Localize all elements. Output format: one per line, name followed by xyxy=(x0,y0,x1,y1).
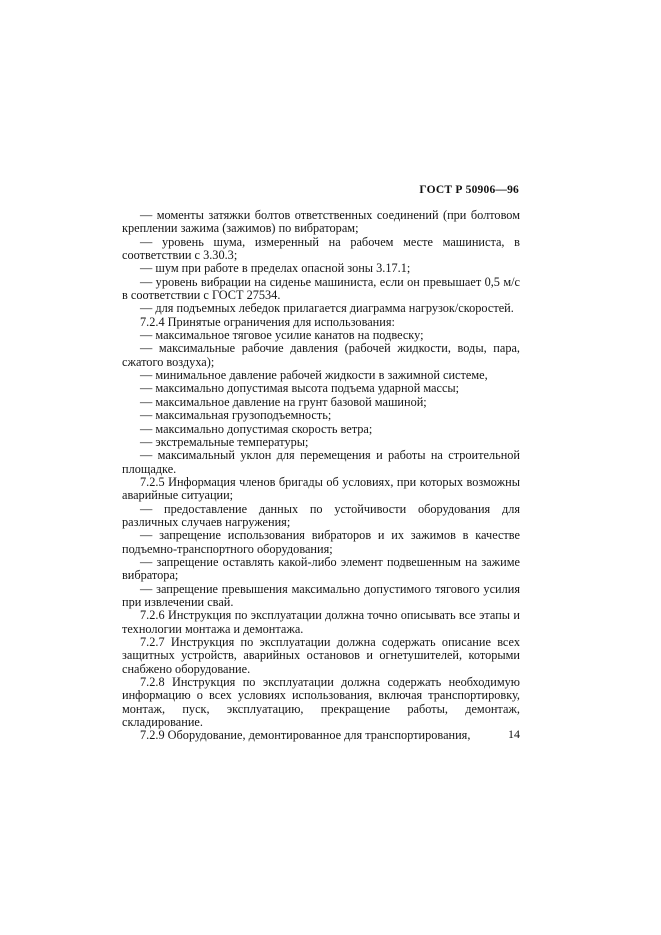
list-item: — предоставление данных по устойчивости оборудования для различных случаев нагружения; xyxy=(122,501,520,529)
list-item: — запрещение использования вибраторов и их зажимов в качестве подъемно-транспортного оборудования; xyxy=(122,528,520,556)
list-item: — минимальное давление рабочей жидкости в зажимной системе, xyxy=(140,368,488,383)
list-item: — запрещение оставлять какой-либо элемент подвешенным на зажиме вибратора; xyxy=(122,554,520,583)
list-item: — максимально допустимая высота подъема ударной массы; xyxy=(140,381,460,396)
list-item: — моменты затяжки болтов ответственных соединений (при болтовом креплении зажима (зажимов) по вибраторам; xyxy=(122,208,520,236)
section-7-2-5: 7.2.5 Информация членов бригады об условиях, при которых возможны аварийные ситуации; xyxy=(122,474,520,503)
list-item: — максимальное тяговое усилие канатов на подвеску; xyxy=(140,328,424,343)
list-item: — шум при работе в пределах опасной зоны 3.17.1; xyxy=(140,261,411,276)
document-body xyxy=(122,209,520,743)
list-item: — экстремальные температуры; xyxy=(140,434,309,449)
list-item: — максимально допустимая скорость ветра; xyxy=(140,421,373,436)
list-item: — максимальное давление на грунт базовой машиной; xyxy=(140,394,427,409)
section-7-2-4: 7.2.4 Принятые ограничения для использования: xyxy=(140,314,395,329)
list-item: — уровень шума, измеренный на рабочем месте машиниста, в соответствии с 3.30.3; xyxy=(122,234,520,263)
section-7-2-9: 7.2.9 Оборудование, демонтированное для транспортирования, xyxy=(140,728,471,743)
section-7-2-8: 7.2.8 Инструкция по эксплуатации должна содержать необходимую информацию о всех условиях использования, включая транспортировку, монтаж, пуск, эксплуатацию, прекращение работы, демонтаж, складирование. xyxy=(122,675,520,730)
document-code-header: ГОСТ Р 50906—96 xyxy=(419,184,519,196)
list-item: — для подъемных лебедок прилагается диаграмма нагрузок/скоростей. xyxy=(140,301,514,316)
section-7-2-6: 7.2.6 Инструкция по эксплуатации должна точно описывать все этапы и технологии монтажа и демонтажа. xyxy=(122,608,520,636)
page-number: 14 xyxy=(508,727,520,741)
list-item: — максимальная грузоподъемность; xyxy=(140,408,332,423)
list-item: — максимальный уклон для перемещения и работы на строительной площадке. xyxy=(122,448,520,476)
list-item: — запрещение превышения максимально допустимого тягового усилия при извлечении свай. xyxy=(122,581,520,609)
list-item: — максимальные рабочие давления (рабочей жидкости, воды, пара, сжатого воздуха); xyxy=(122,341,520,369)
section-7-2-7: 7.2.7 Инструкция по эксплуатации должна содержать описание всех защитных устройств, аварийных остановов и огнетушителей, которыми снабжено оборудование. xyxy=(122,635,520,676)
list-item: — уровень вибрации на сиденье машиниста, если он превышает 0,5 м/с в соответствии с ГОСТ 27534. xyxy=(122,274,520,303)
